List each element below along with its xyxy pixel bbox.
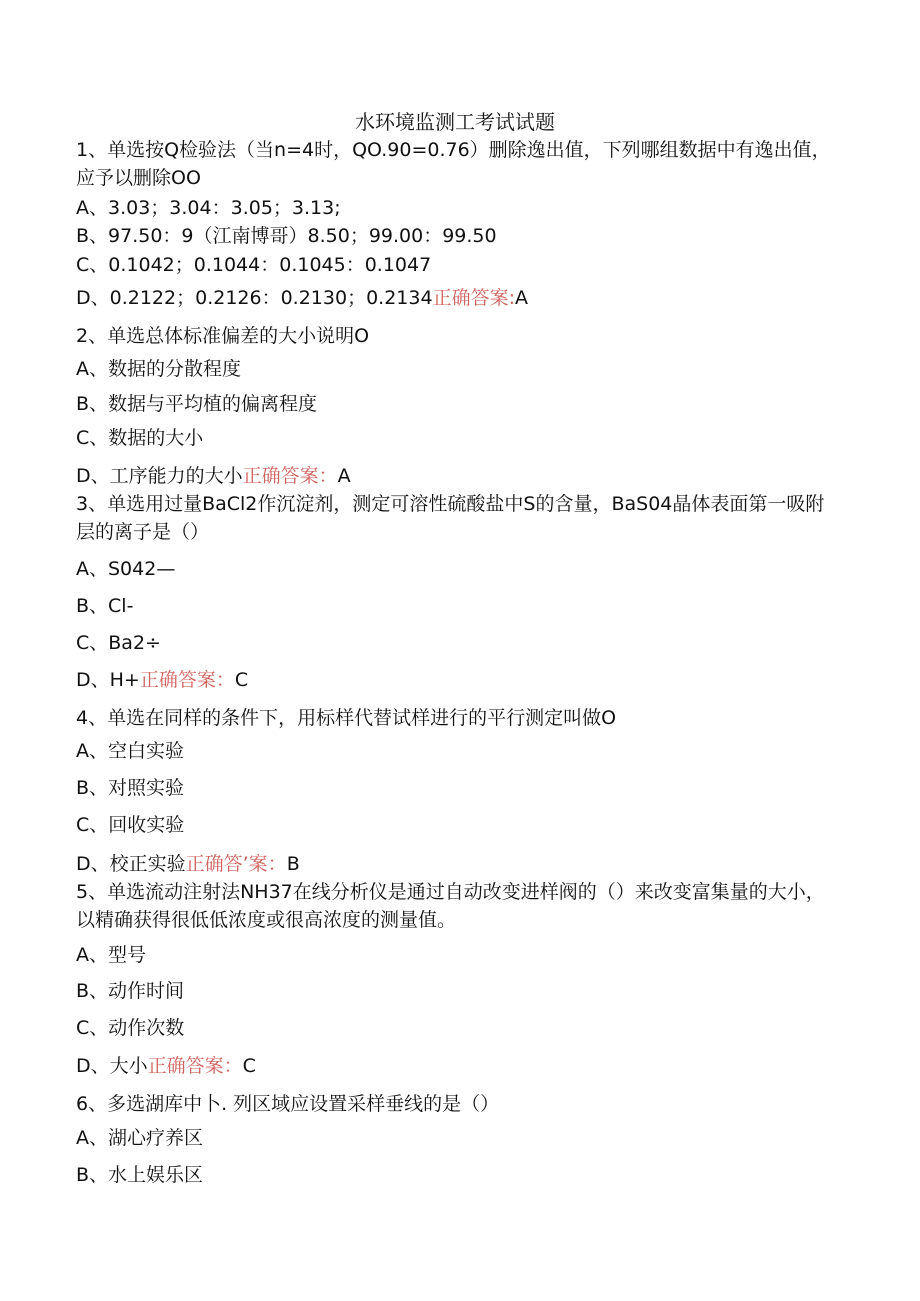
question-2-option-b: B、数据与平均植的偏离程度 [76,393,318,415]
question-5-option-a: A、型号 [76,944,146,966]
question-5-option-d-row [76,1052,836,1080]
question-1-answer-value: A [514,287,528,309]
question-5-option-d: D、大小 [76,1055,148,1077]
question-1-option-b: B、97.50：9（江南博哥）8.50；99.00：99.50 [76,225,497,247]
question-6-text: 6、多选湖库中卜. 列区域应设置采样垂线的是（） [76,1093,500,1115]
question-4-option-d-row [76,850,836,878]
question-6-option-a: A、湖心疗养区 [76,1127,203,1149]
question-6-option-b: B、水上娱乐区 [76,1164,204,1186]
question-2-answer-value: A [337,465,351,487]
question-2-answer-label: 正确答案： [242,465,338,487]
question-3-option-c: C、Ba2÷ [76,632,161,654]
question-4-option-c: C、回收实验 [76,814,185,836]
question-1-option-d: D、0.2122；0.2126：0.2130；0.2134 [76,287,433,309]
question-1-text: 1、单选按Q检验法（当n=4时，QO.90=0.76）删除逸出值，下列哪组数据中有逸出值，应予以删除OO [76,139,831,189]
question-1-option-a: A、3.03；3.04：3.05；3.13; [76,197,341,219]
question-2-option-d-row [76,462,836,490]
question-5-answer-value: C [242,1055,256,1077]
question-2-option-d: D、工序能力的大小 [76,465,243,487]
question-3-answer-label: 正确答案： [139,669,235,691]
question-3-option-b: B、Cl- [76,595,134,617]
question-3-text: 3、单选用过量BaCl2作沉淀剂，测定可溶性硫酸盐中S的含量，BaS04晶体表面第一吸附层的离子是（） [76,493,825,543]
question-5-option-c: C、动作次数 [76,1017,185,1039]
question-4-text: 4、单选在同样的条件下，用标样代替试样进行的平行测定叫做O [76,707,617,729]
question-4-option-b: B、对照实验 [76,777,185,799]
question-4-option-a: A、空白实验 [76,740,184,762]
question-2-text: 2、单选总体标准偏差的大小说明O [76,325,370,347]
question-5-answer-label: 正确答案： [147,1055,243,1077]
page-title: 水环境监测工考试试题 [355,110,555,134]
question-1-answer-label: 正确答案: [432,287,515,309]
question-4-answer-label: 正确答’案： [185,853,287,875]
question-3-answer-value: C [234,669,249,691]
question-3-option-d: D、H+ [76,669,140,691]
question-3-option-a: A、S042— [76,558,176,580]
question-2-option-a: A、数据的分散程度 [76,358,241,380]
question-3-option-d-row [76,666,836,694]
question-5-text: 5、单选流动注射法NH37在线分析仪是通过自动改变进样阀的（）来改变富集量的大小，以精确获得很低低浓度或很高浓度的测量值。 [76,881,825,931]
question-4-option-d: D、校正实验 [76,853,186,875]
question-4-answer-value: B [286,853,300,875]
question-5-option-b: B、动作时间 [76,980,185,1002]
question-1-option-d-row [76,284,836,312]
question-1-option-c: C、0.1042；0.1044：0.1045：0.1047 [76,254,432,276]
question-2-option-c: C、数据的大小 [76,427,204,449]
